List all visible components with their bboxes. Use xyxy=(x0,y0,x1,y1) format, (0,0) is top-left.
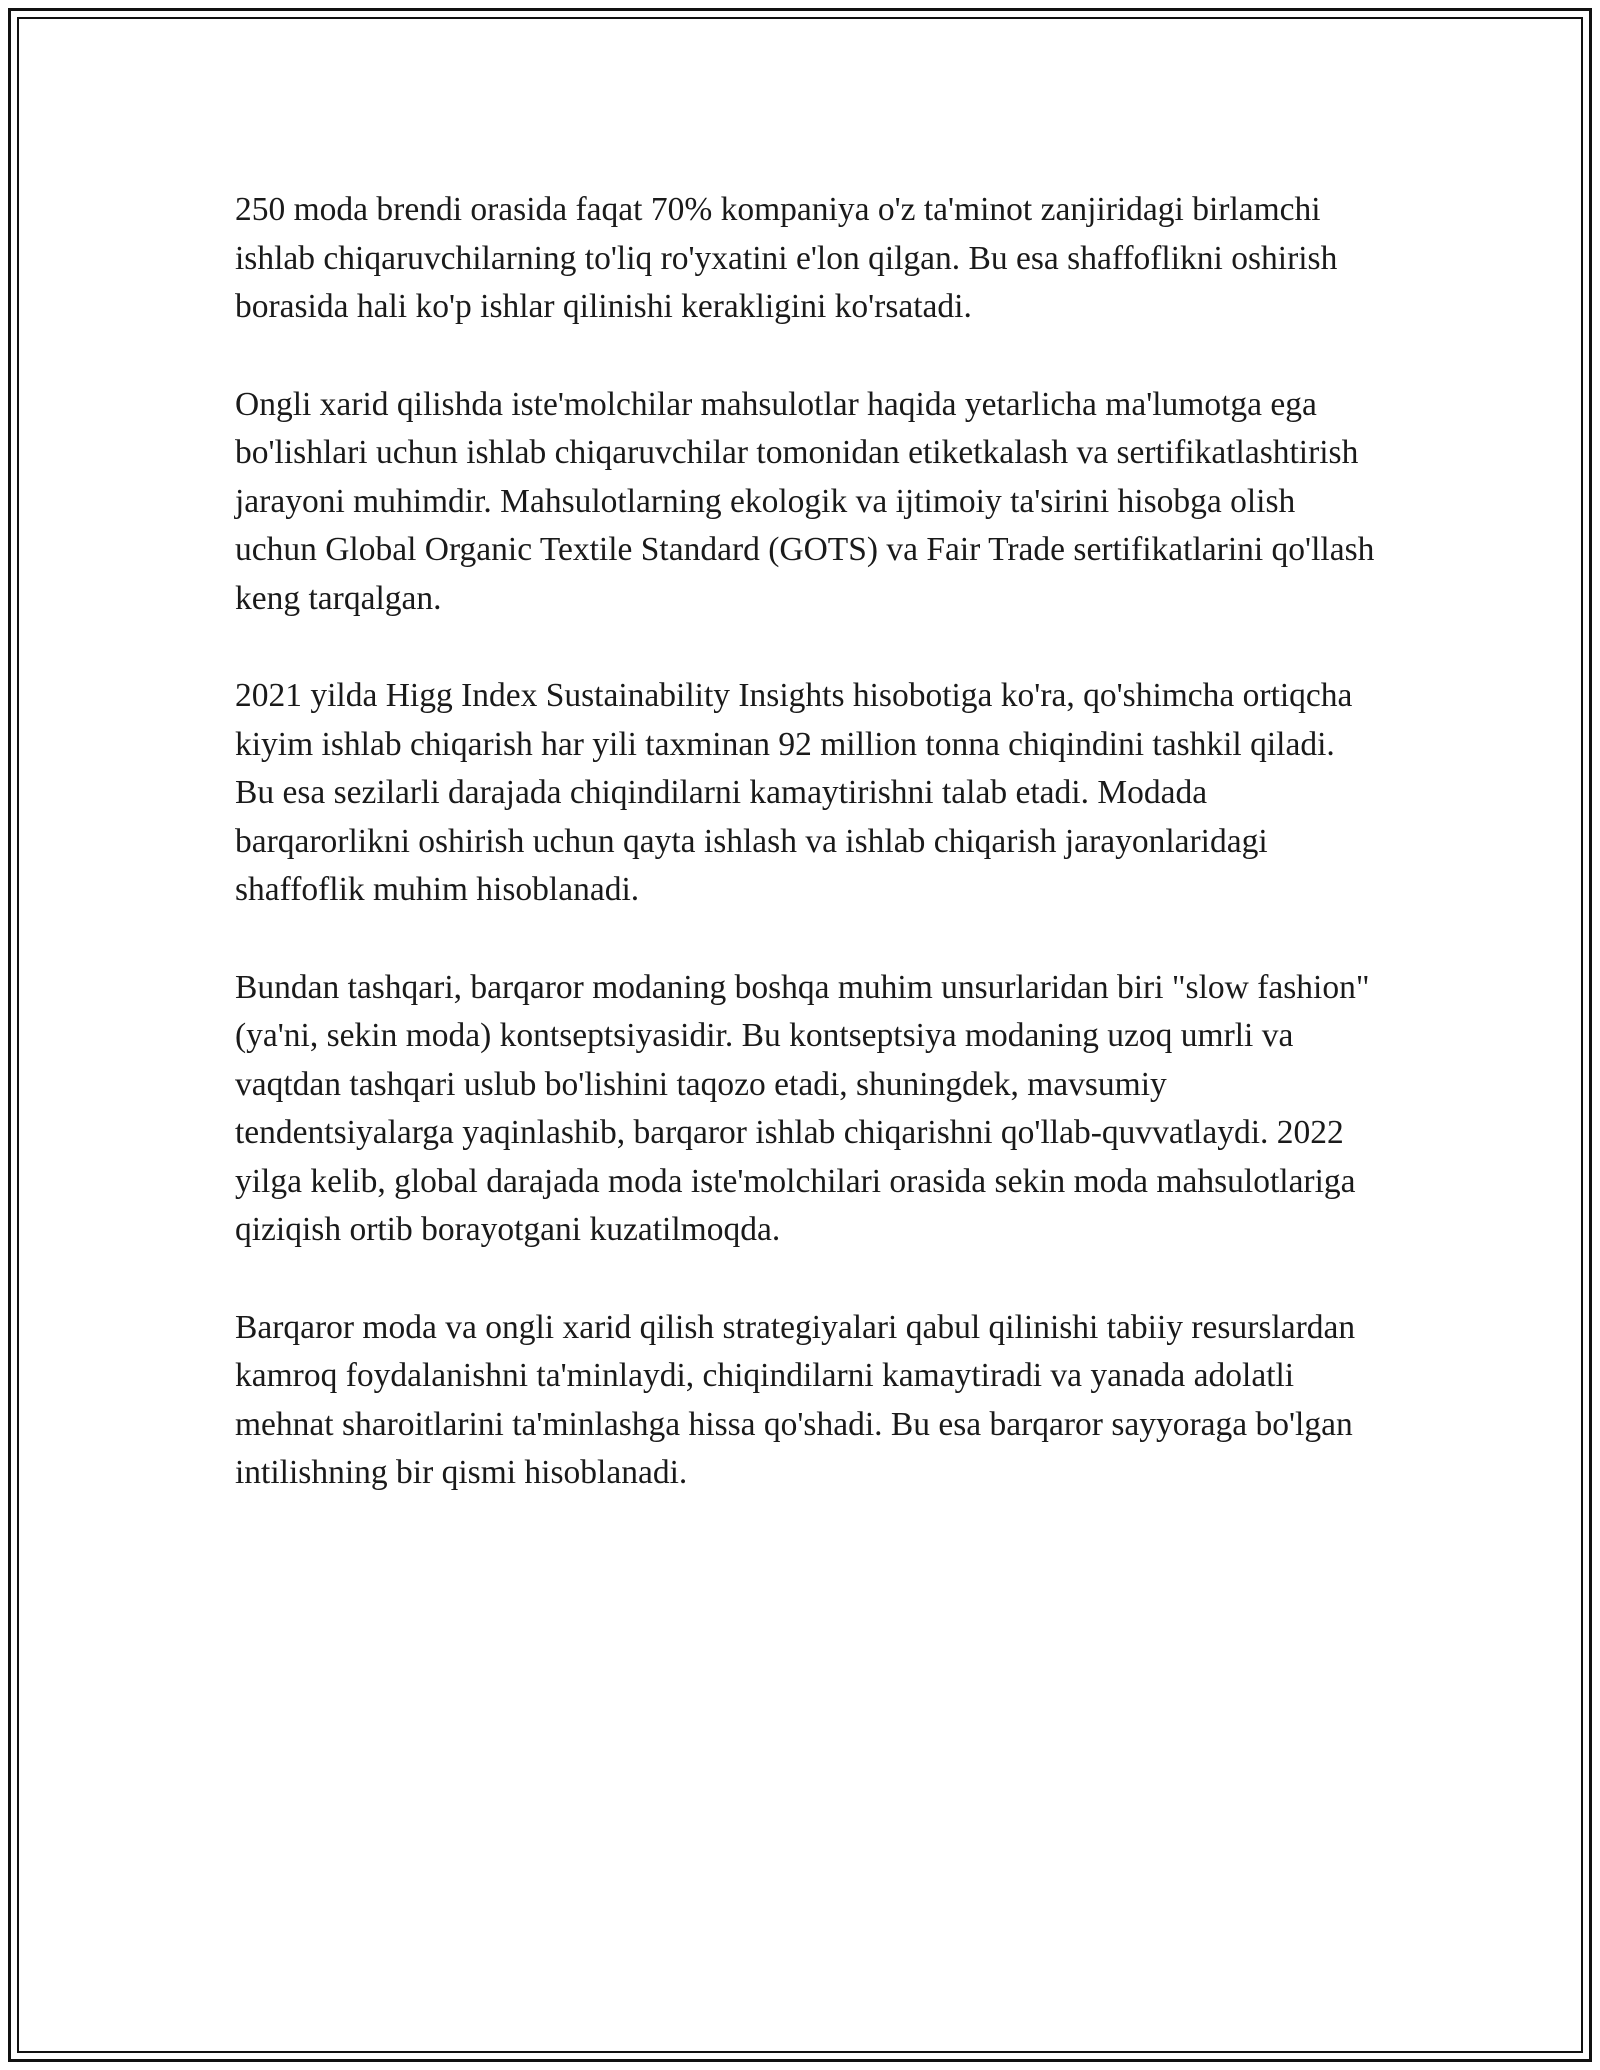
paragraph-slow-fashion: Bundan tashqari, barqaror modaning boshqa muhim unsurlaridan biri "slow fashion" (ya'ni, sekin moda) kontseptsiyasidir. Bu kontseptsiya modaning uzoq umrli va vaqtdan tashqari uslub bo'lishini taqozo etadi, shuningdek, mavsumiy tendentsiyalarga yaqinlashib, barqaror ishlab chiqarishni qo'llab-quvvatlaydi. 2022 yilga kelib, global darajada moda iste'molchilari orasida sekin moda mahsulotlariga qiziqish ortib borayotgani kuzatilmoqda. xyxy=(235,968,1370,1248)
paragraph-sustainable-strategies: Barqaror moda va ongli xarid qilish strategiyalari qabul qilinishi tabiiy resurslardan kamroq foydalanishni ta'minlaydi, chiqindilarni kamaytiradi va yanada adolatli mehnat sharoitlarini ta'minlashga hissa qo'shadi. Bu esa barqaror sayyoraga bo'lgan intilishning bir qismi hisoblanadi. xyxy=(235,1308,1356,1491)
paragraph-higg-index-waste: 2021 yilda Higg Index Sustainability Insights hisobotiga ko'ra, qo'shimcha ortiqcha kiyim ishlab chiqarish har yili taxminan 92 million tonna chiqindini tashkil qiladi. Bu esa sezilarli darajada chiqindilarni kamaytirishni talab etadi. Modada barqarorlikni oshirish uchun qayta ishlash va ishlab chiqarish jarayonlaridagi shaffoflik muhim hisoblanadi. xyxy=(235,677,1353,908)
paragraph-labeling-certification: Ongli xarid qilishda iste'molchilar mahsulotlar haqida yetarlicha ma'lumotga ega bo'lishlari uchun ishlab chiqaruvchilar tomonidan etiketkalash va sertifikatlashtirish jarayoni muhimdir. Mahsulotlarning ekologik va ijtimoiy ta'sirini hisobga olish uchun Global Organic Textile Standard (GOTS) va Fair Trade sertifikatlarini qo'llash keng tarqalgan. xyxy=(235,385,1375,617)
paragraph-supply-chain-transparency: 250 moda brendi orasida faqat 70% kompaniya o'z ta'minot zanjiridagi birlamchi ishlab chiqaruvchilarning to'liq ro'yxatini e'lon qilgan. Bu esa shaffoflikni oshirish borasida hali ko'p ishlar qilinishi kerakligini ko'rsatadi. xyxy=(235,191,1338,325)
document-body xyxy=(235,186,1375,1547)
